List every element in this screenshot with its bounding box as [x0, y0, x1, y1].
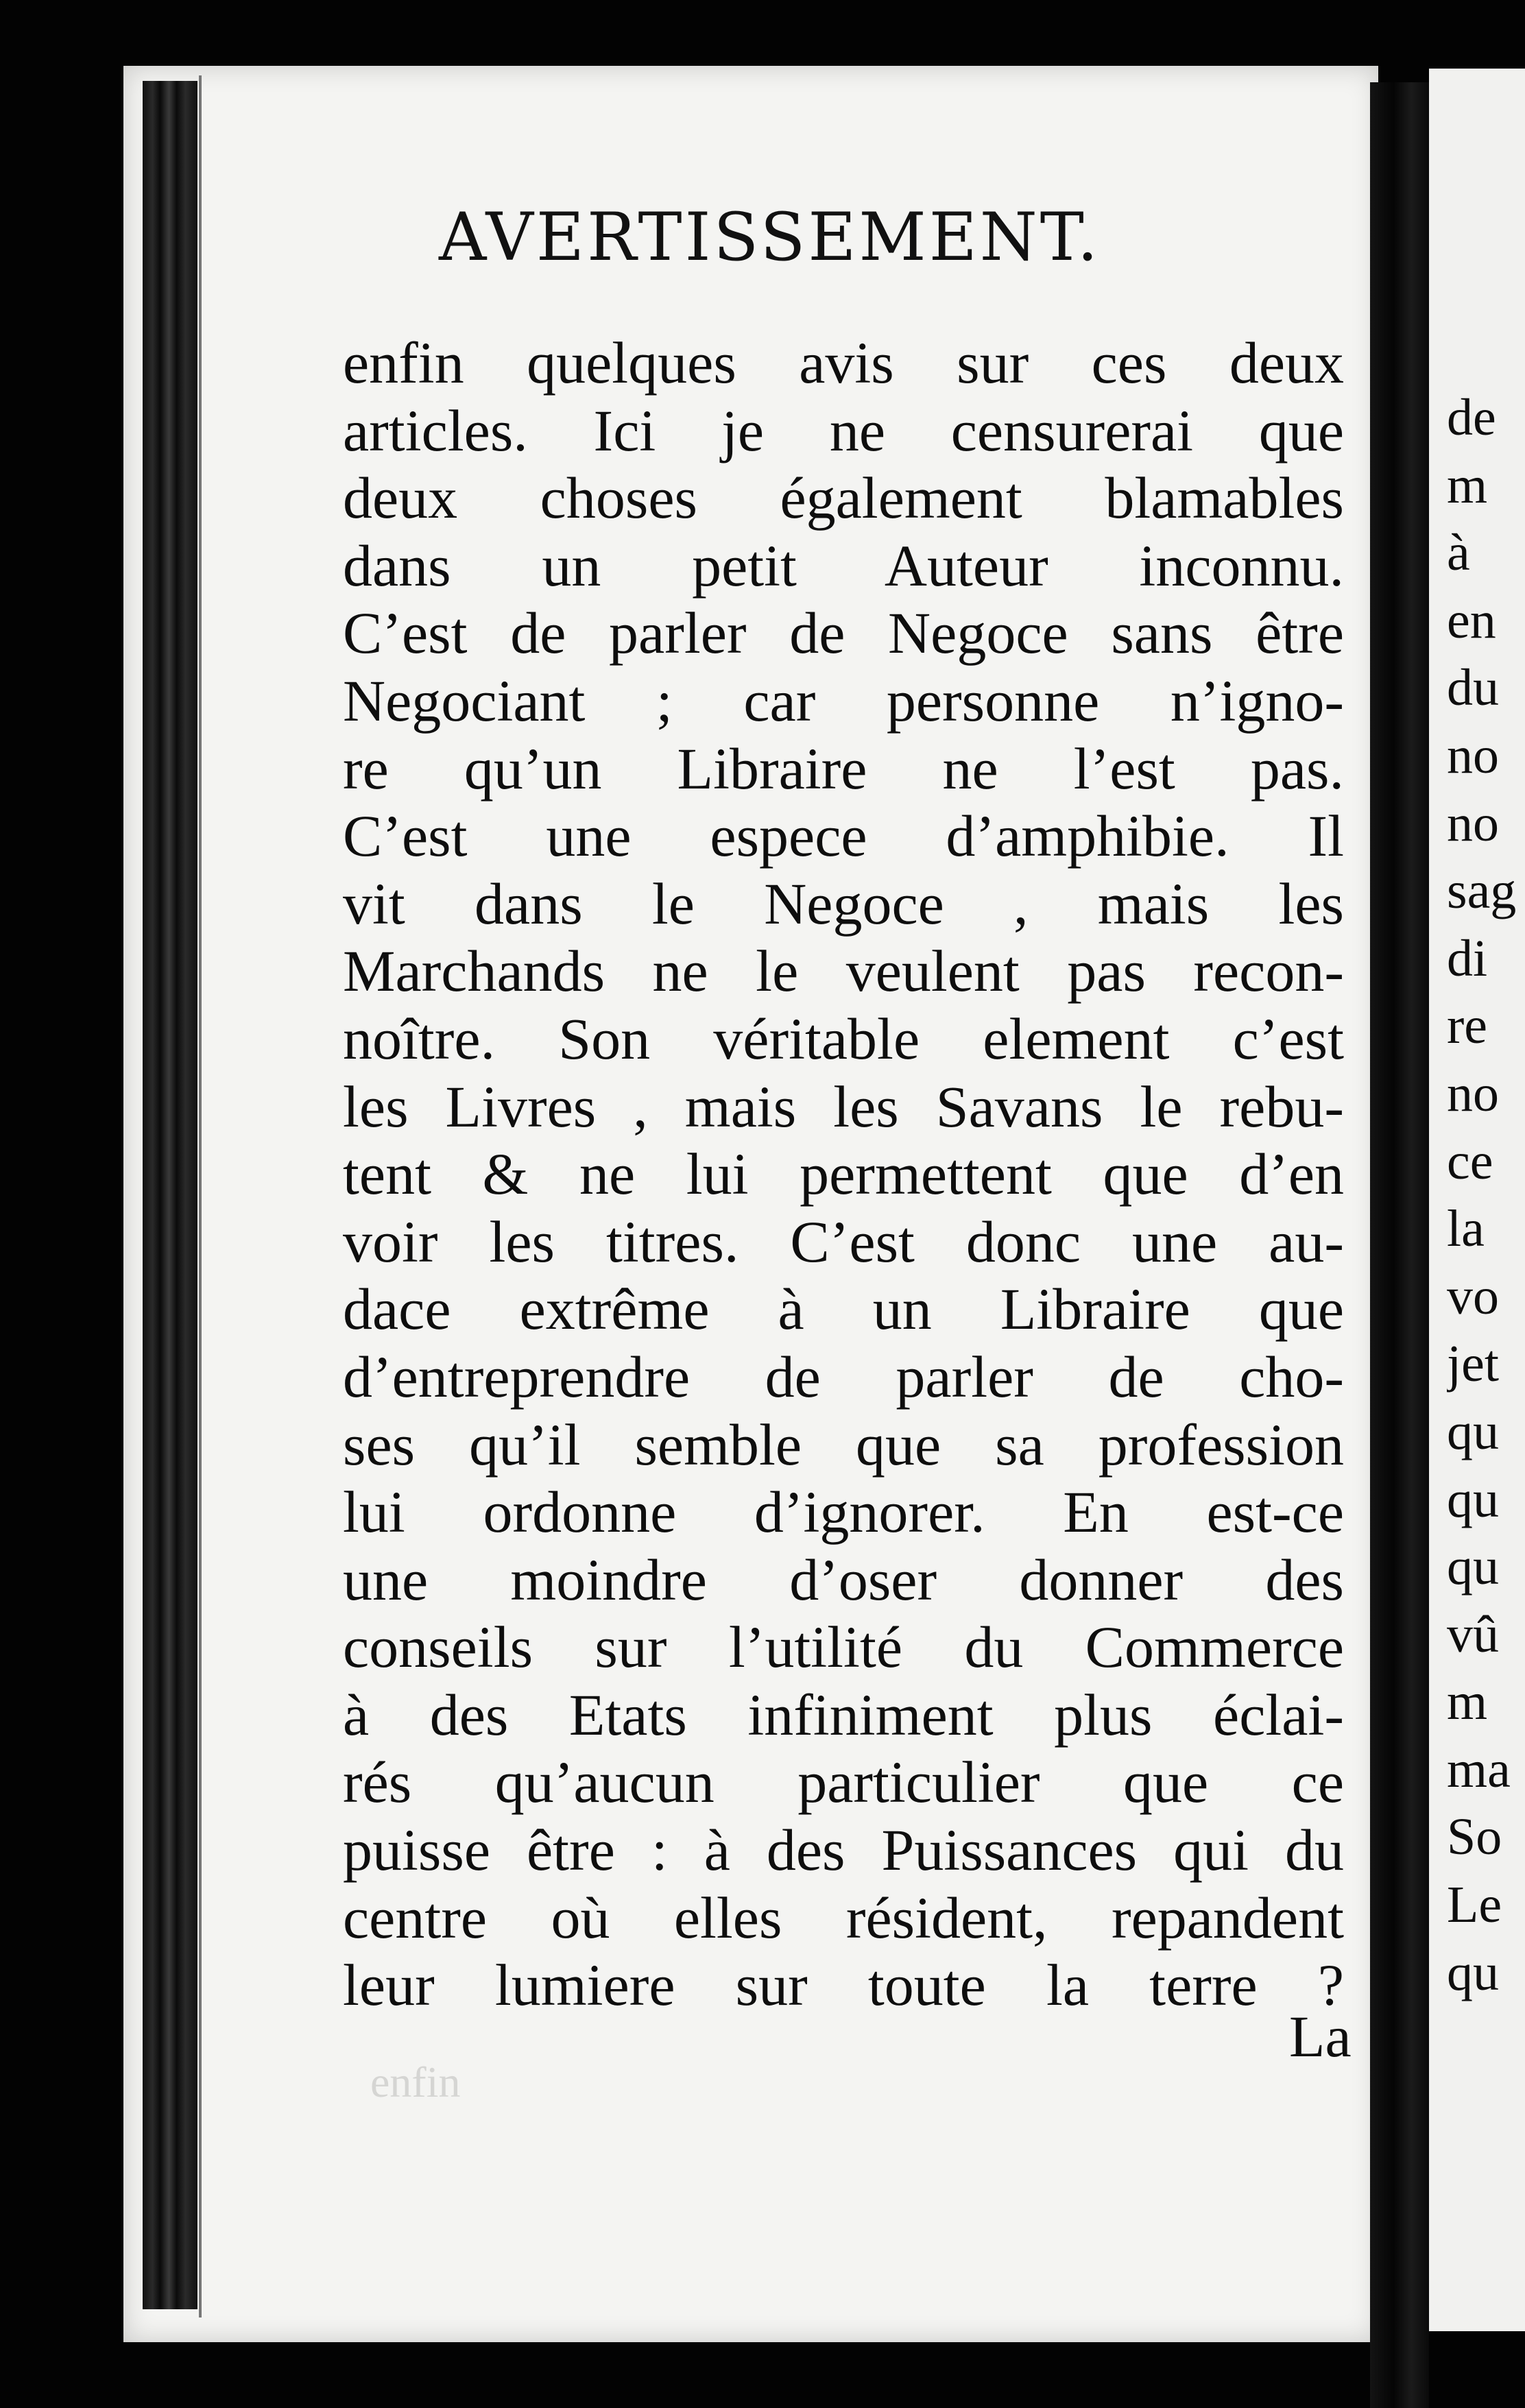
text-line: Negociant ; car personne n’igno- [343, 667, 1344, 734]
facing-fragment: re [1447, 997, 1488, 1055]
facing-fragment: ma [1447, 1740, 1511, 1798]
facing-fragment: de [1447, 389, 1496, 446]
page-heading: AVERTISSEMENT. [439, 199, 1101, 276]
book-gutter [1370, 82, 1429, 2408]
facing-fragment: à [1447, 524, 1470, 582]
text-line: C’est de parler de Negoce sans être [343, 600, 1344, 666]
text-line: une moindre d’oser donner des [343, 1546, 1344, 1613]
facing-fragment: en [1447, 591, 1496, 649]
text-line: enfin quelques avis sur ces deux [343, 330, 1344, 396]
bleed-through-text: enfin [370, 2058, 461, 2106]
page-edge-line [199, 75, 202, 2317]
page-edge [143, 81, 197, 2309]
facing-fragment: qu [1447, 1402, 1499, 1460]
text-line: à des Etats infiniment plus éclai- [343, 1681, 1344, 1748]
facing-fragment: no [1447, 726, 1499, 784]
text-line: lui ordonne d’ignorer. En est-ce [343, 1479, 1344, 1545]
catchword: La [1289, 2003, 1352, 2069]
text-line: voir les titres. C’est donc une au- [343, 1208, 1344, 1275]
facing-fragment: la [1447, 1200, 1485, 1258]
facing-fragment: So [1447, 1808, 1502, 1866]
facing-fragment: vû [1447, 1605, 1499, 1663]
facing-fragment: Le [1447, 1876, 1502, 1934]
text-line: vit dans le Negoce , mais les [343, 870, 1344, 937]
facing-fragment: m [1447, 456, 1488, 514]
text-line: ses qu’il semble que sa profession [343, 1411, 1344, 1478]
text-line: Marchands ne le veulent pas recon- [343, 938, 1344, 1004]
text-line: tent & ne lui permettent que d’en [343, 1141, 1344, 1207]
facing-fragment: vo [1447, 1267, 1499, 1325]
text-line: puisse être : à des Puissances qui du [343, 1817, 1344, 1883]
text-line: d’entreprendre de parler de cho- [343, 1343, 1344, 1410]
facing-fragment: qu [1447, 1470, 1499, 1528]
facing-fragment: qu [1447, 1943, 1499, 2001]
facing-fragment: no [1447, 794, 1499, 852]
facing-page-text [1447, 384, 1525, 2006]
body-text [343, 329, 1344, 2019]
facing-fragment: di [1447, 929, 1488, 987]
text-line: leur lumiere sur toute la terre ? [343, 1952, 1344, 2019]
facing-fragment: ce [1447, 1132, 1493, 1190]
facing-fragment: m [1447, 1673, 1488, 1731]
facing-fragment: no [1447, 1064, 1499, 1122]
facing-fragment: qu [1447, 1538, 1499, 1596]
text-line: centre où elles résident, repandent [343, 1884, 1344, 1951]
text-line: deux choses également blamables [343, 465, 1344, 531]
text-line: C’est une espece d’amphibie. Il [343, 803, 1344, 869]
text-line: re qu’un Libraire ne l’est pas. [343, 735, 1344, 802]
text-line: dans un petit Auteur inconnu. [343, 532, 1344, 599]
text-line: rés qu’aucun particulier que ce [343, 1749, 1344, 1816]
facing-fragment: jet [1447, 1335, 1499, 1393]
text-line: les Livres , mais les Savans le rebu- [343, 1073, 1344, 1140]
text-line: conseils sur l’utilité du Commerce [343, 1614, 1344, 1681]
text-line: articles. Ici je ne censurerai que [343, 397, 1344, 463]
text-line: noître. Son véritable element c’est [343, 1005, 1344, 1072]
facing-fragment: du [1447, 659, 1499, 717]
facing-fragment: sag [1447, 862, 1517, 920]
text-line: dace extrême à un Libraire que [343, 1276, 1344, 1343]
